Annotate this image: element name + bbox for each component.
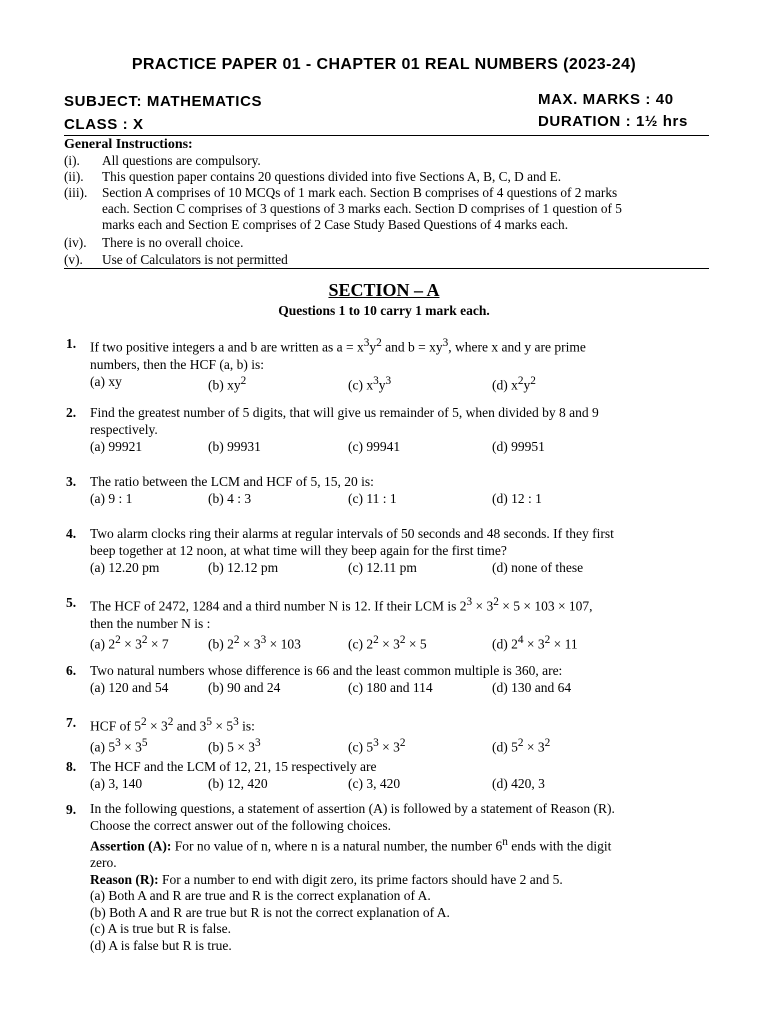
question-8 <box>66 758 716 792</box>
option: (b) $xy^2$ <box>208 374 247 392</box>
question-text: then the number N is : <box>90 615 211 631</box>
class-label: CLASS : X <box>64 116 144 133</box>
instruction-item <box>64 153 714 169</box>
question-number: 3. <box>66 474 77 489</box>
option: (c) $2^2 \times 3^2 \times 5$ <box>348 633 427 651</box>
option: (c) 99941 <box>348 439 401 454</box>
option: (b) 12, 420 <box>208 776 268 791</box>
option: (d) 99951 <box>492 439 545 454</box>
option: (d) none of these <box>492 560 584 575</box>
question-text: beep together at 12 noon, at what time will they beep again for the first time? <box>90 543 507 558</box>
option: (d) $2^4 \times 3^2 \times 11$ <box>492 633 578 651</box>
option: (d) 420, 3 <box>492 776 545 791</box>
question-text: numbers, then the HCF (a, b) is: <box>90 356 264 372</box>
options-row <box>90 632 716 649</box>
options-row <box>90 373 716 390</box>
option: (a) Both A and R are true and R is the correct explanation of A. <box>90 888 431 903</box>
reason-text <box>90 872 716 889</box>
option: (d) 130 and 64 <box>492 680 572 695</box>
options-row <box>90 490 716 507</box>
question-text: In the following questions, a statement of assertion (A) is followed by a statement of Reason (R). <box>90 801 615 816</box>
instruction-item <box>64 185 714 233</box>
question-number: 4. <box>66 526 77 541</box>
option: (b) 90 and 24 <box>208 680 281 695</box>
instruction-text: There is no overall choice. <box>102 235 244 250</box>
question-text: respectively. <box>90 422 158 437</box>
option: (a) 9 : 1 <box>90 491 133 506</box>
option: (c) $5^3 \times 3^2$ <box>348 736 406 754</box>
instruction-number: (v). <box>64 252 83 267</box>
instruction-item <box>64 169 714 185</box>
option: (c) $x^3y^3$ <box>348 374 392 392</box>
instruction-number: (iv). <box>64 235 87 250</box>
option: (c) 12.11 pm <box>348 560 417 575</box>
question-number: 1. <box>66 336 77 351</box>
option: (c) 11 : 1 <box>348 491 397 506</box>
instruction-item <box>64 252 714 268</box>
option: (d) $5^2 \times 3^2$ <box>492 736 551 754</box>
instructions-divider <box>64 268 709 269</box>
option: (d) A is false but R is true. <box>90 937 232 953</box>
option: (a) 120 and 54 <box>90 680 169 695</box>
instruction-text: All questions are compulsory. <box>102 153 261 168</box>
subject-label: SUBJECT: MATHEMATICS <box>64 93 263 110</box>
question-text: The HCF of 2472, 1284 and a third number N is 12. If their LCM is $2^3 \times 3^2 \times 5 \times 103 \times 107$, <box>90 596 593 614</box>
question-9 <box>66 801 716 954</box>
instruction-text: This question paper contains 20 questions divided into five Sections A, B, C, D and E. <box>102 169 562 184</box>
option: (d) 12 : 1 <box>492 491 542 506</box>
instruction-number: (i). <box>64 153 80 168</box>
option: (b) 4 : 3 <box>208 491 252 506</box>
option: (a) $5^3 \times 3^5$ <box>90 736 148 754</box>
options-row <box>90 775 716 792</box>
question-number: 5. <box>66 595 77 610</box>
section-subheading: Questions 1 to 10 carry 1 mark each. <box>278 303 490 318</box>
option: (c) 3, 420 <box>348 776 401 791</box>
option: (a) $2^2 \times 3^2 \times 7$ <box>90 633 169 651</box>
option: (b) $5 \times 3^3$ <box>208 736 261 754</box>
question-7 <box>66 714 716 752</box>
question-2 <box>66 404 716 455</box>
question-number: 7. <box>66 715 77 730</box>
duration-label: DURATION : 1½ hrs <box>538 113 688 130</box>
option: (b) $2^2 \times 3^3 \times 103$ <box>208 633 301 651</box>
question-text: If two positive integers a and b are written as $a = x^3y^2$ and $b = xy^3$, where x and y are prime <box>90 337 586 355</box>
question-5 <box>66 594 716 649</box>
instruction-text: Use of Calculators is not permitted <box>102 252 288 267</box>
instruction-number: (iii). <box>64 185 88 200</box>
option: (a) 12.20 pm <box>90 560 160 575</box>
instructions-heading: General Instructions: <box>64 137 193 152</box>
option: (c) 180 and 114 <box>348 680 433 695</box>
question-text: Two alarm clocks ring their alarms at regular intervals of 50 seconds and 48 seconds. If they first <box>90 526 614 541</box>
question-text: The ratio between the LCM and HCF of 5, 15, 20 is: <box>90 474 374 489</box>
instruction-number: (ii). <box>64 169 84 184</box>
reason-label: Reason (R): <box>90 871 159 887</box>
question-6 <box>66 662 716 696</box>
options-row <box>90 438 716 455</box>
question-text: Two natural numbers whose difference is 66 and the least common multiple is 360, are: <box>90 663 563 678</box>
instruction-text: each. Section C comprises of 3 questions of 3 marks each. Section D comprises of 1 question of 5 <box>102 201 622 216</box>
question-3 <box>66 473 716 507</box>
options-row <box>90 679 716 696</box>
question-number: 2. <box>66 405 77 420</box>
option: (a) 99921 <box>90 439 143 454</box>
question-number: 8. <box>66 759 77 774</box>
question-number: 9. <box>66 802 77 817</box>
instruction-text: Section A comprises of 10 MCQs of 1 mark each. Section B comprises of 4 questions of 2 marks <box>102 185 618 200</box>
assertion-text: Assertion (A): For no value of n, where n is a natural number, the number 6$^n$ ends with the digit <box>90 836 612 854</box>
question-text: Choose the correct answer out of the following choices. <box>90 817 392 833</box>
assertion-label: Assertion (A): <box>90 838 172 854</box>
options-row <box>90 559 716 576</box>
section-heading: SECTION – A <box>328 280 440 300</box>
instruction-item <box>64 235 714 251</box>
options-row <box>90 735 716 752</box>
option: (a) 3, 140 <box>90 776 143 791</box>
option: (a) xy <box>90 373 122 389</box>
option: (b) 99931 <box>208 439 261 454</box>
option: (b) 12.12 pm <box>208 560 279 575</box>
question-4 <box>66 525 716 576</box>
option: (d) $x^2y^2$ <box>492 374 536 392</box>
header-divider <box>64 135 709 136</box>
question-number: 6. <box>66 663 77 678</box>
assertion-continuation: zero. <box>90 855 117 870</box>
reason-body: For a number to end with digit zero, its prime factors should have 2 and 5. <box>158 871 563 887</box>
option: (c) A is true but R is false. <box>90 921 231 936</box>
instruction-text: marks each and Section E comprises of 2 Case Study Based Questions of 4 marks each. <box>102 217 569 232</box>
question-text: Find the greatest number of 5 digits, that will give us remainder of 5, when divided by 8 and 9 <box>90 405 599 420</box>
max-marks-label: MAX. MARKS : 40 <box>538 91 674 108</box>
question-text: The HCF and the LCM of 12, 21, 15 respectively are <box>90 759 377 774</box>
question-text: HCF of $5^2 \times 3^2$ and $3^5 \times 5^3$ is: <box>90 716 255 734</box>
option: (b) Both A and R are true but R is not the correct explanation of A. <box>90 904 450 920</box>
paper-title: PRACTICE PAPER 01 - CHAPTER 01 REAL NUMBERS (2023-24) <box>131 56 637 73</box>
question-1 <box>66 335 716 390</box>
